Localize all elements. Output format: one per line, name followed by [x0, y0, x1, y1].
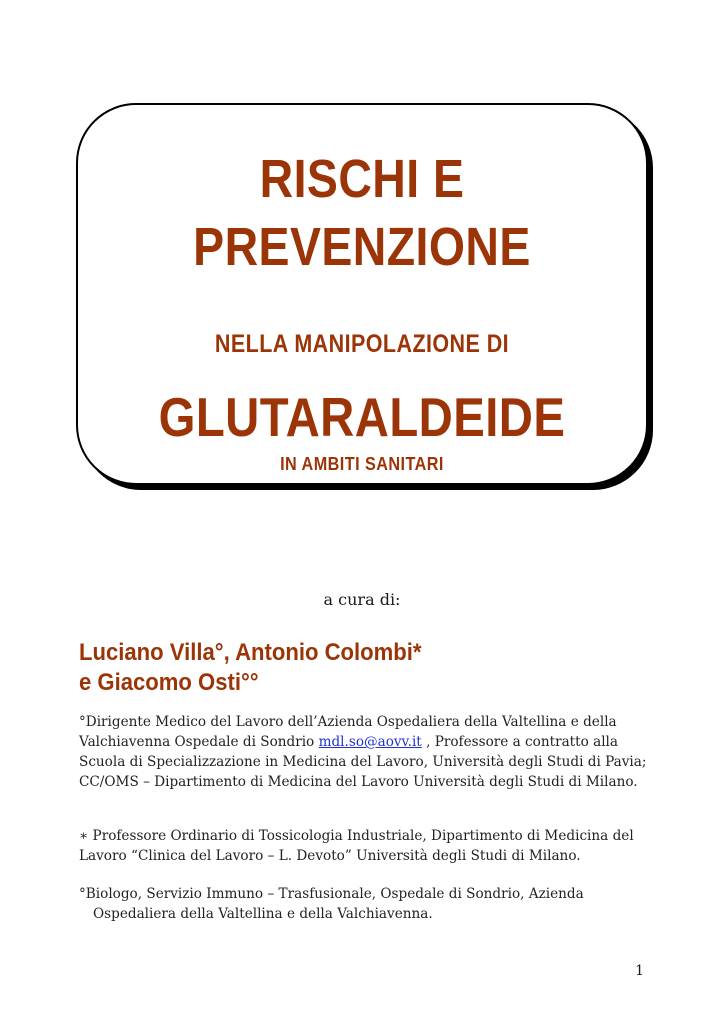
title-line-4: GLUTARALDEIDE [158, 386, 566, 448]
note1-text-start: °Dirigente Medico del Lavoro dell’Azienda Ospedaliera della Valtellina e della Valchiavenna Ospedale di Sondrio [79, 714, 617, 750]
title-subtitle: NELLA MANIPOLAZIONE DI [214, 330, 510, 358]
authors-line-1: Luciano Villa°, Antonio Colombi* [79, 639, 422, 666]
affiliation-note-1 [79, 712, 649, 792]
affiliation-note-3 [79, 884, 649, 924]
curated-by-label: a cura di: [323, 590, 401, 609]
title-tagline: IN AMBITI SANITARI [280, 454, 444, 474]
email-link[interactable]: mdl.so@aovv.it [318, 734, 422, 750]
authors-line-2: e Giacomo Osti°° [79, 669, 259, 696]
authors-block [79, 638, 421, 698]
note3-line-2: Ospedaliera della Valtellina e della Valchiavenna. [93, 906, 433, 922]
note1-text-end: , Professore a contratto alla Scuola di Specializzazione in Medicina del Lavoro, Università degli Studi di Pavia; CC/OMS – Dipartimento di Medicina del Lavoro Università degli Studi di Milano. [79, 734, 647, 790]
title-line-2: PREVENZIONE [193, 217, 531, 277]
title-line-1: RISCHI E [259, 149, 465, 209]
affiliation-note-2: ∗ Professore Ordinario di Tossicologia Industriale, Dipartimento di Medicina del Lavoro “Clinica del Lavoro – L. Devoto” Università degli Studi di Milano. [79, 828, 634, 864]
page-number: 1 [635, 963, 644, 979]
note3-line-1: °Biologo, Servizio Immuno – Trasfusionale, Ospedale di Sondrio, Azienda [79, 886, 584, 902]
